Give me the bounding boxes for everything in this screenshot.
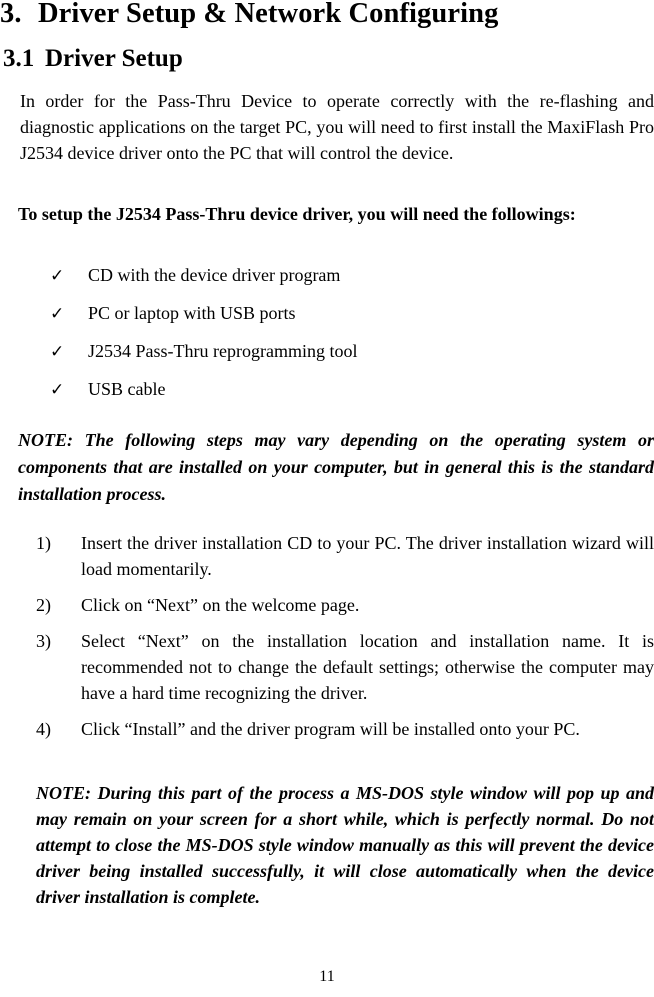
requirements-intro: To setup the J2534 Pass-Thru device driver, you will need the followings: — [18, 204, 576, 224]
note-general: NOTE: The following steps may vary depending on the operating system or components that are installed on your computer, but in general this is the standard installation process. — [18, 430, 654, 504]
step-number: 1) — [36, 533, 51, 553]
list-item — [36, 628, 654, 706]
checkmark-icon: ✓ — [50, 342, 65, 362]
requirement-text: J2534 Pass-Thru reprogramming tool — [88, 341, 358, 361]
step-text: Select “Next” on the installation location and installation name. It is recommended not to change the default settings; otherwise the computer may have a hard time recognizing the driver. — [81, 631, 654, 703]
chapter-number: 3. — [0, 0, 22, 29]
step-text: Click “Install” and the driver program will be installed onto your PC. — [81, 719, 580, 739]
list-item — [50, 300, 357, 338]
checkmark-icon: ✓ — [50, 380, 65, 400]
step-text: Insert the driver installation CD to your PC. The driver installation wizard will load momentarily. — [81, 533, 654, 579]
page-number: 11 — [319, 968, 335, 985]
checkmark-icon: ✓ — [50, 304, 65, 324]
section-number: 3.1 — [3, 45, 35, 72]
list-item — [36, 716, 654, 742]
list-item — [36, 530, 654, 582]
note-msdos: NOTE: During this part of the process a MS-DOS style window will pop up and may remain on your screen for a short while, which is perfectly normal. Do not attempt to close the MS-DOS style window manually as this will prevent the device driver being installed successfully, it will close automatically when the device driver installation is complete. — [36, 783, 654, 907]
list-item — [50, 376, 357, 414]
section-heading — [3, 45, 183, 73]
requirement-text: CD with the device driver program — [88, 265, 341, 285]
step-number: 3) — [36, 631, 51, 651]
requirements-list — [50, 262, 357, 414]
list-item — [50, 262, 357, 300]
installation-steps — [36, 530, 654, 752]
chapter-heading — [0, 0, 498, 30]
section-title: Driver Setup — [45, 45, 183, 72]
list-item — [36, 592, 654, 618]
intro-paragraph: In order for the Pass-Thru Device to operate correctly with the re-flashing and diagnostic applications on the target PC, you will need to first install the MaxiFlash Pro J2534 device driver onto the PC that will control the device. — [20, 91, 654, 163]
checkmark-icon: ✓ — [50, 266, 65, 286]
requirement-text: PC or laptop with USB ports — [88, 303, 296, 323]
step-number: 2) — [36, 595, 51, 615]
step-text: Click on “Next” on the welcome page. — [81, 595, 360, 615]
chapter-title: Driver Setup & Network Configuring — [38, 0, 499, 29]
step-number: 4) — [36, 719, 51, 739]
list-item — [50, 338, 357, 376]
requirement-text: USB cable — [88, 379, 166, 399]
